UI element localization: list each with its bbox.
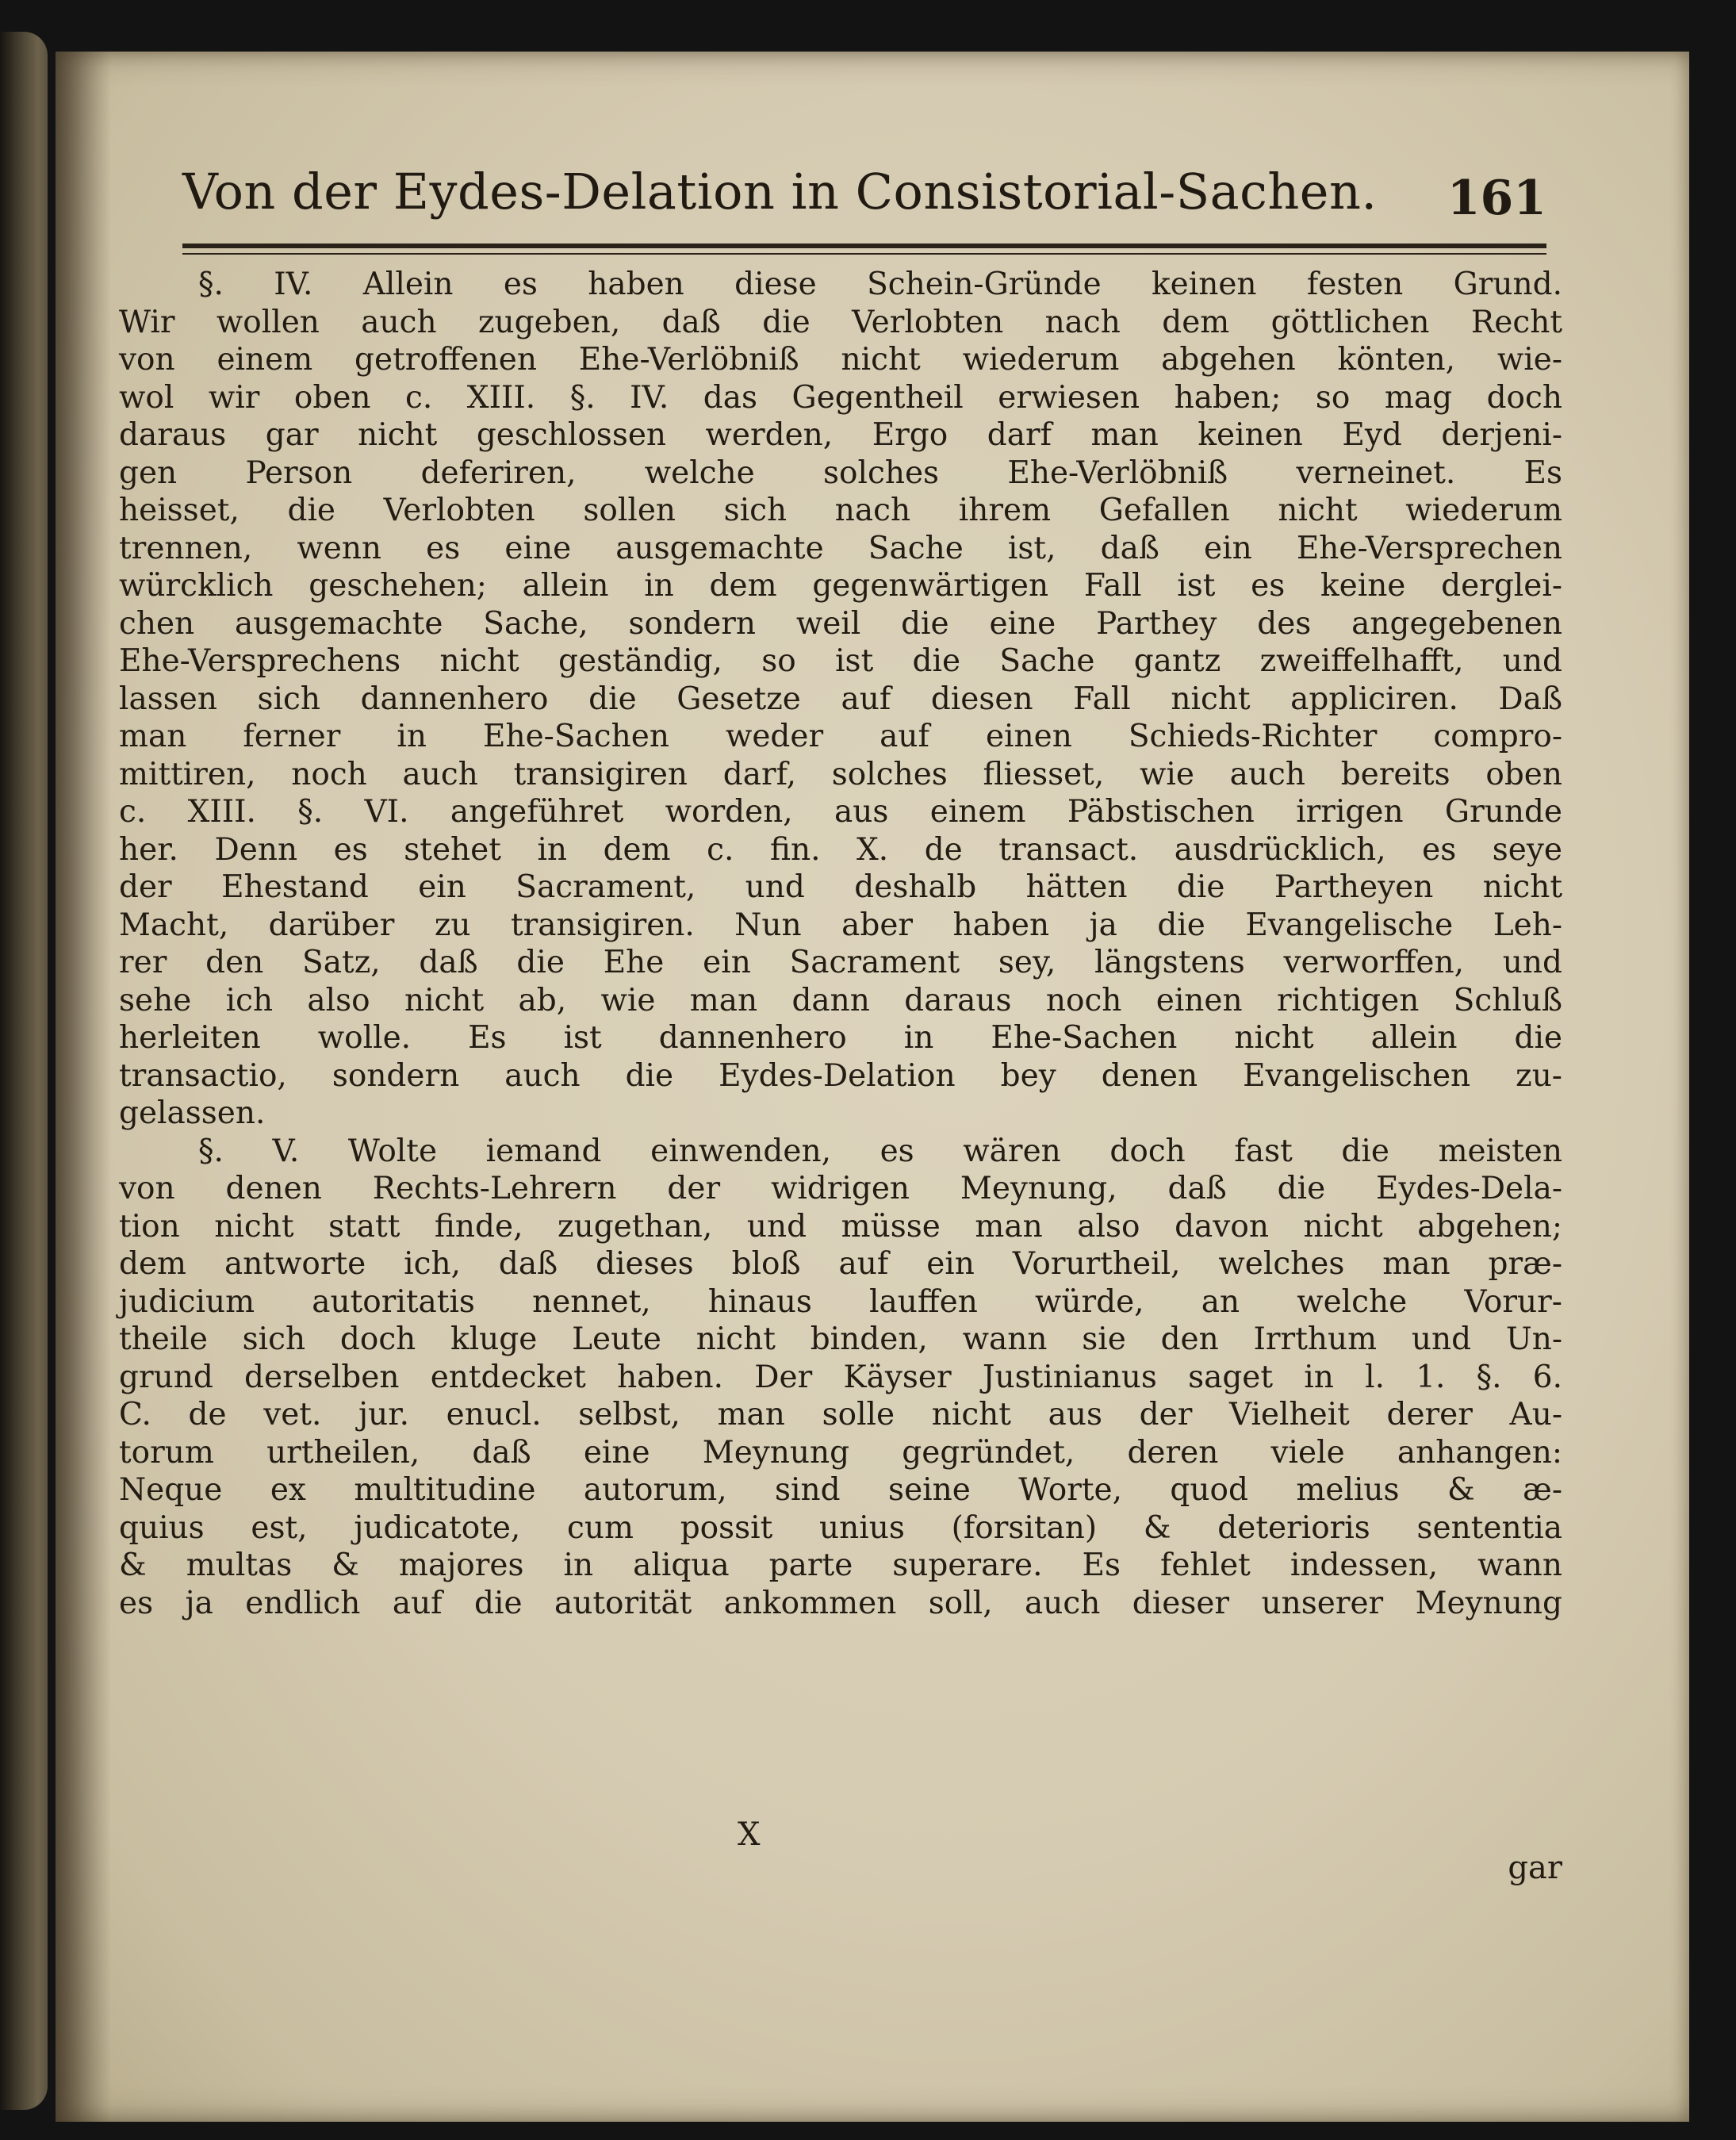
text-line: von denen Rechts-Lehrern der widrigen Meynung, daß die Eydes-Dela- — [119, 1171, 1562, 1206]
text-line: von einem getroffenen Ehe-Verlöbniß nicht wiederum abgehen könten, wie- — [119, 342, 1562, 378]
main-text — [119, 266, 1562, 1622]
text-line: wol wir oben c. XIII. §. IV. das Gegentheil erwiesen haben; so mag doch — [119, 379, 1562, 416]
text-line: mittiren, noch auch transigiren darf, solches fliesset, wie auch bereits oben — [119, 756, 1562, 792]
text-line: man ferner in Ehe-Sachen weder auf einen Schieds-Richter compro- — [119, 719, 1562, 754]
text-line: lassen sich dannenhero die Gesetze auf diesen Fall nicht appliciren. Daß — [119, 681, 1562, 717]
running-head — [182, 163, 1546, 258]
text-line: rer den Satz, daß die Ehe ein Sacrament sey, längstens verworffen, und — [119, 945, 1562, 980]
text-line: her. Denn es stehet in dem c. fin. X. de transact. ausdrücklich, es seye — [119, 831, 1562, 868]
text-line: grund derselben entdecket haben. Der Käyser Justinianus saget in l. 1. §. 6. — [119, 1359, 1562, 1395]
text-line: sehe ich also nicht ab, wie man dann daraus noch einen richtigen Schluß — [119, 982, 1562, 1018]
text-line: c. XIII. §. VI. angeführet worden, aus einem Päbstischen irrigen Grunde — [119, 794, 1562, 830]
facing-page-edge — [0, 32, 48, 2110]
text-line: theile sich doch kluge Leute nicht binden, wann sie den Irrthum und Un- — [119, 1321, 1562, 1357]
text-line: es ja endlich auf die autorität ankommen soll, auch dieser unserer Meynung — [119, 1585, 1562, 1621]
text-line: torum urtheilen, daß eine Meynung gegründet, deren viele anhangen: — [119, 1434, 1562, 1471]
text-line: herleiten wolle. Es ist dannenhero in Ehe-Sachen nicht allein die — [119, 1020, 1562, 1056]
text-line: & multas & majores in aliqua parte superare. Es fehlet indessen, wann — [119, 1547, 1562, 1583]
running-head-title: Von der Eydes-Delation in Consistorial-Sachen. — [182, 163, 1378, 221]
text-line: §. V. Wolte iemand einwenden, es wären doch fast die meisten — [198, 1133, 1562, 1169]
text-line: Neque ex multitudine autorum, sind seine Worte, quod melius & æ- — [119, 1472, 1562, 1508]
text-line: heisset, die Verlobten sollen sich nach ihrem Gefallen nicht wiederum — [119, 493, 1562, 528]
page-gutter-shadow — [56, 52, 111, 2122]
text-line: Ehe-Versprechens nicht geständig, so ist die Sache gantz zweiffelhafft, und — [119, 643, 1562, 679]
header-rule-thin — [182, 253, 1546, 255]
text-line: daraus gar nicht geschlossen werden, Ergo darf man keinen Eyd derjeni- — [119, 417, 1562, 453]
text-line: §. IV. Allein es haben diese Schein-Gründe keinen festen Grund. — [198, 267, 1562, 302]
text-line: gen Person deferiren, welche solches Ehe-Verlöbniß verneinet. Es — [119, 454, 1562, 491]
catchword: gar — [1508, 1850, 1562, 1886]
text-line: Wir wollen auch zugeben, daß die Verlobten nach dem göttlichen Recht — [119, 304, 1562, 340]
text-line: trennen, wenn es eine ausgemachte Sache ist, daß ein Ehe-Versprechen — [119, 530, 1562, 566]
text-line: quius est, judicatote, cum possit unius (forsitan) & deterioris sententia — [119, 1509, 1562, 1546]
text-line: gelassen. — [119, 1095, 266, 1131]
page-number: 161 — [1447, 171, 1546, 226]
text-line: tion nicht statt finde, zugethan, und müsse man also davon nicht abgehen; — [119, 1208, 1562, 1244]
text-line: judicium autoritatis nennet, hinaus lauffen würde, an welche Vorur- — [119, 1283, 1562, 1320]
header-rule — [182, 244, 1546, 248]
text-line: dem antworte ich, daß dieses bloß auf ein Vorurtheil, welches man præ- — [119, 1246, 1562, 1282]
signature-mark: X — [738, 1816, 761, 1853]
page-footer — [119, 1816, 1562, 1888]
text-line: transactio, sondern auch die Eydes-Delation bey denen Evangelischen zu- — [119, 1057, 1562, 1094]
text-line: Macht, darüber zu transigiren. Nun aber haben ja die Evangelische Leh- — [119, 907, 1562, 943]
text-line: C. de vet. jur. enucl. selbst, man solle nicht aus der Vielheit derer Au- — [119, 1397, 1562, 1432]
text-line: chen ausgemachte Sache, sondern weil die eine Parthey des angegebenen — [119, 605, 1562, 642]
text-line: der Ehestand ein Sacrament, und deshalb hätten die Partheyen nicht — [119, 869, 1562, 905]
text-line: würcklich geschehen; allein in dem gegenwärtigen Fall ist es keine derglei- — [119, 568, 1562, 604]
